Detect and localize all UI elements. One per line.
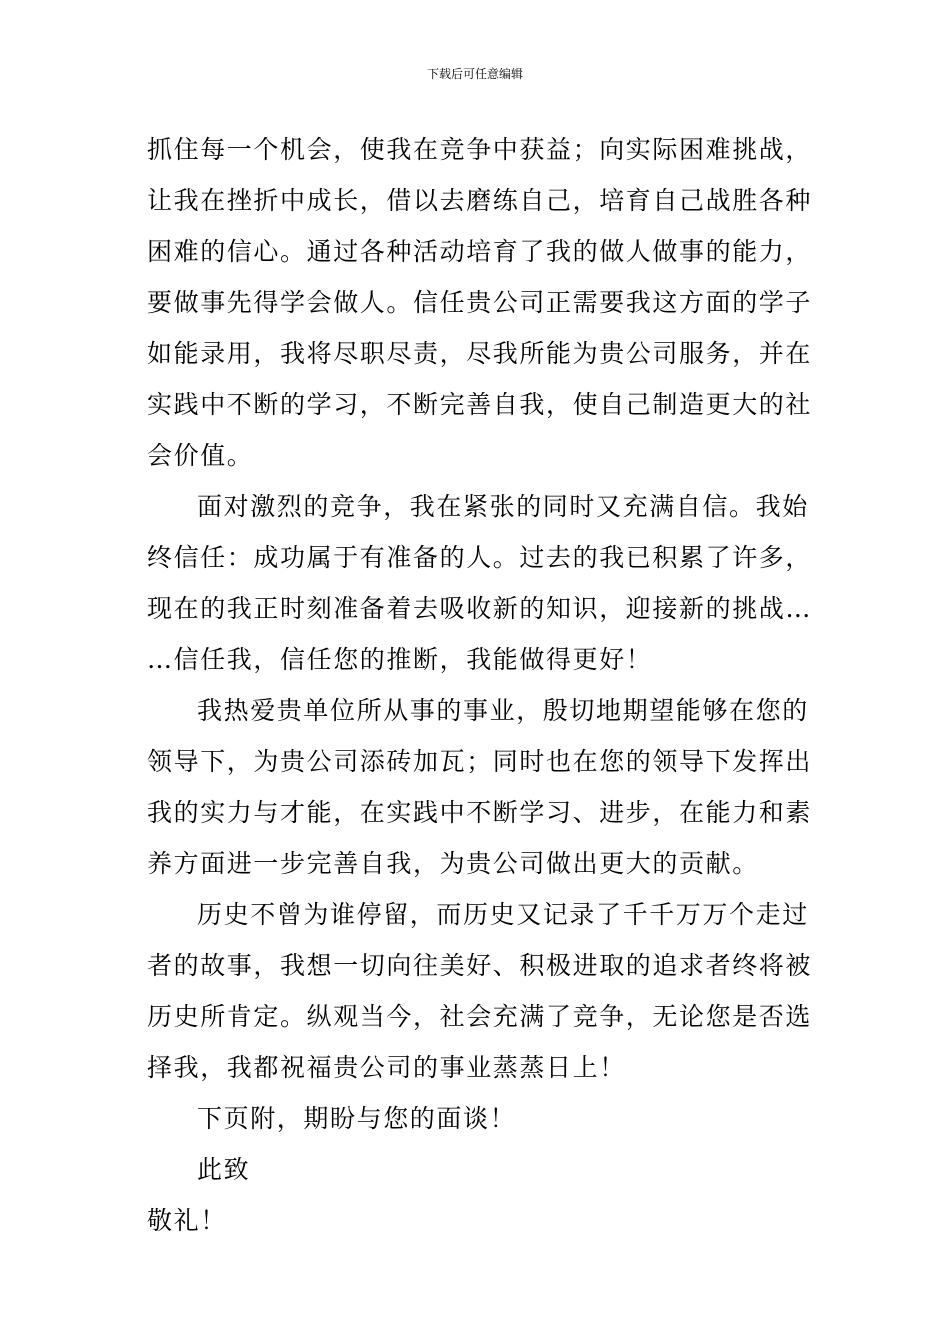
closing-line: 下页附，期盼与您的面谈！ bbox=[197, 1104, 517, 1133]
letter-body bbox=[147, 124, 813, 1246]
text-line: 让我在挫折中成长，借以去磨练自己，培育自己战胜各种 bbox=[147, 186, 813, 215]
text-line: 要做事先得学会做人。信任贵公司正需要我这方面的学子 bbox=[147, 288, 813, 317]
text-line: 终信任：成功属于有准备的人。过去的我已积累了许多， bbox=[147, 543, 813, 572]
text-line: 困难的信心。通过各种活动培育了我的做人做事的能力， bbox=[147, 237, 813, 266]
text-line: 实践中不断的学习，不断完善自我，使自己制造更大的社 bbox=[147, 390, 813, 419]
text-line: 如能录用，我将尽职尽责，尽我所能为贵公司服务，并在 bbox=[147, 339, 813, 368]
text-line: 养方面进一步完善自我，为贵公司做出更大的贡献。 bbox=[147, 849, 759, 878]
paragraph-start-line: 历史不曾为谁停留，而历史又记录了千千万万个走过 bbox=[197, 900, 809, 929]
text-line: 择我，我都祝福贵公司的事业蒸蒸日上！ bbox=[147, 1053, 626, 1082]
salutation-line: 敬礼！ bbox=[147, 1206, 227, 1235]
text-line: 抓住每一个机会，使我在竞争中获益；向实际困难挑战， bbox=[147, 135, 813, 164]
text-line: 现在的我正时刻准备着去吸收新的知识，迎接新的挑战… bbox=[147, 594, 813, 623]
text-line: 会价值。 bbox=[147, 441, 254, 470]
text-line: 领导下，为贵公司添砖加瓦；同时也在您的领导下发挥出 bbox=[147, 747, 813, 776]
paragraph-start-line: 面对激烈的竞争，我在紧张的同时又充满自信。我始 bbox=[197, 492, 809, 521]
page-header: 下载后可任意编辑 bbox=[426, 67, 523, 81]
text-line: 者的故事，我想一切向往美好、积极进取的追求者终将被 bbox=[147, 951, 813, 980]
paragraph-start-line: 我热爱贵单位所从事的事业，殷切地期望能够在您的 bbox=[197, 696, 809, 725]
text-line: …信任我，信任您的推断，我能做得更好！ bbox=[147, 645, 653, 674]
text-line: 历史所肯定。纵观当今，社会充满了竞争，无论您是否选 bbox=[147, 1002, 813, 1031]
text-line: 我的实力与才能，在实践中不断学习、进步，在能力和素 bbox=[147, 798, 813, 827]
salutation-line: 此致 bbox=[197, 1155, 251, 1184]
